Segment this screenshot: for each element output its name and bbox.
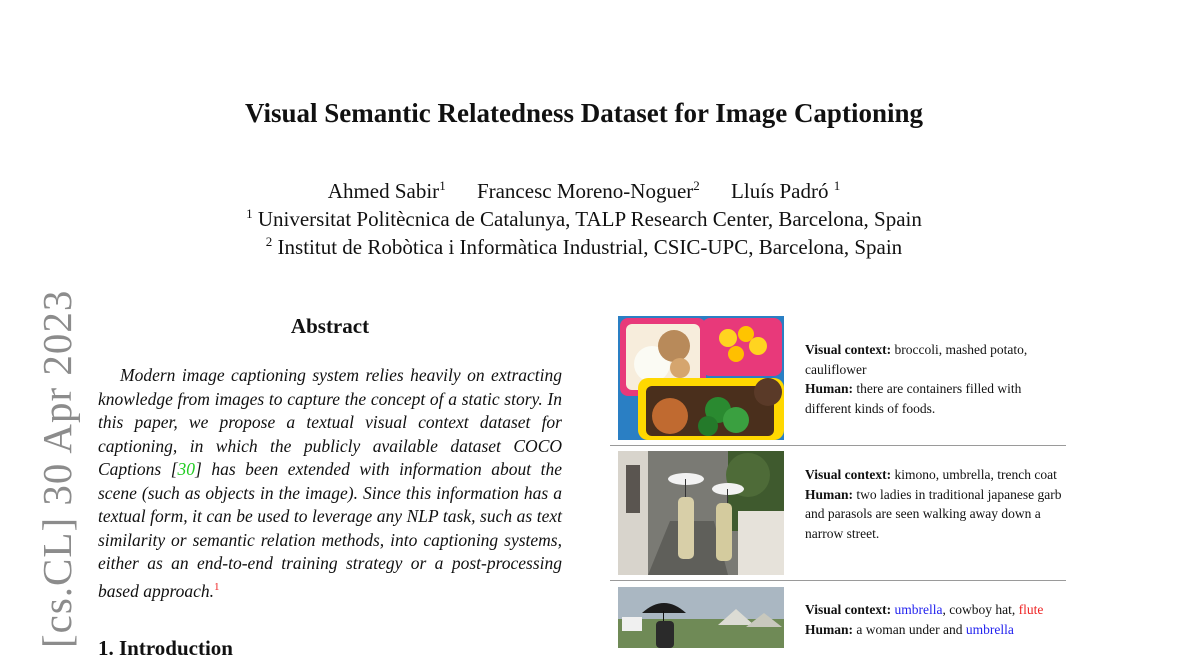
figure-caption-1: Visual context: broccoli, mashed potato, cauliflower Human: there are containers filled with different kinds of foods. [805,342,1028,416]
author-name: Lluís Padró $^1$ [731,178,841,203]
paper-title: Visual Semantic Relatedness Dataset for Image Captioning [245,98,923,128]
figure-example-3 [618,587,1066,648]
abstract-body: Modern image captioning system relies heavily on extracting knowledge from images to capture the concept of a static story. In this paper, we propose a textual visual context dataset for captioning, in which the publicly available dataset COCO Captions [30] has been extended with information about the scene (such as objects in the image). Since this information has a textual form, it can be used to leverage any NLP task, such as text similarity or semantic relation methods, into captioning systems, either as an end-to-end training strategy or a post-processing based approach.$^1$ [98,365,562,601]
figure-separator [610,580,1066,581]
figure-caption-2: Visual context: kimono, umbrella, trench coat Human: two ladies in traditional japanese garb and parasols are seen walking away down a narrow street. [805,467,1062,541]
affiliation-1: $^1$ Universitat Politècnica de Catalunya, TALP Research Center, Barcelona, Spain [246,206,922,231]
figure-caption-3: Visual context: umbrella, cowboy hat, flute Human: a woman under and umbrella [805,602,1044,637]
food-containers-image [618,316,784,440]
affiliation-2: $^2$ Institut de Robòtica i Informàtica Industrial, CSIC-UPC, Barcelona, Spain [265,234,903,259]
author-name: Francesc Moreno-Noguer$^2$ [476,178,700,203]
arxiv-stamp: [cs.CL] 30 Apr 2023 [34,289,80,648]
citation-link[interactable]: 30 [177,459,196,479]
author-name: Ahmed Sabir$^1$ [327,178,446,203]
footnote-mark[interactable]: 1 [214,580,220,593]
figure-example-1 [618,316,1066,440]
author-list [0,178,1168,204]
festival-umbrella-image [618,587,784,648]
figure-separator [610,445,1066,446]
abstract-heading: Abstract [290,314,370,338]
street-umbrellas-image [618,451,784,575]
section-heading: 1. Introduction [98,636,233,660]
figure-example-2 [618,451,1066,575]
